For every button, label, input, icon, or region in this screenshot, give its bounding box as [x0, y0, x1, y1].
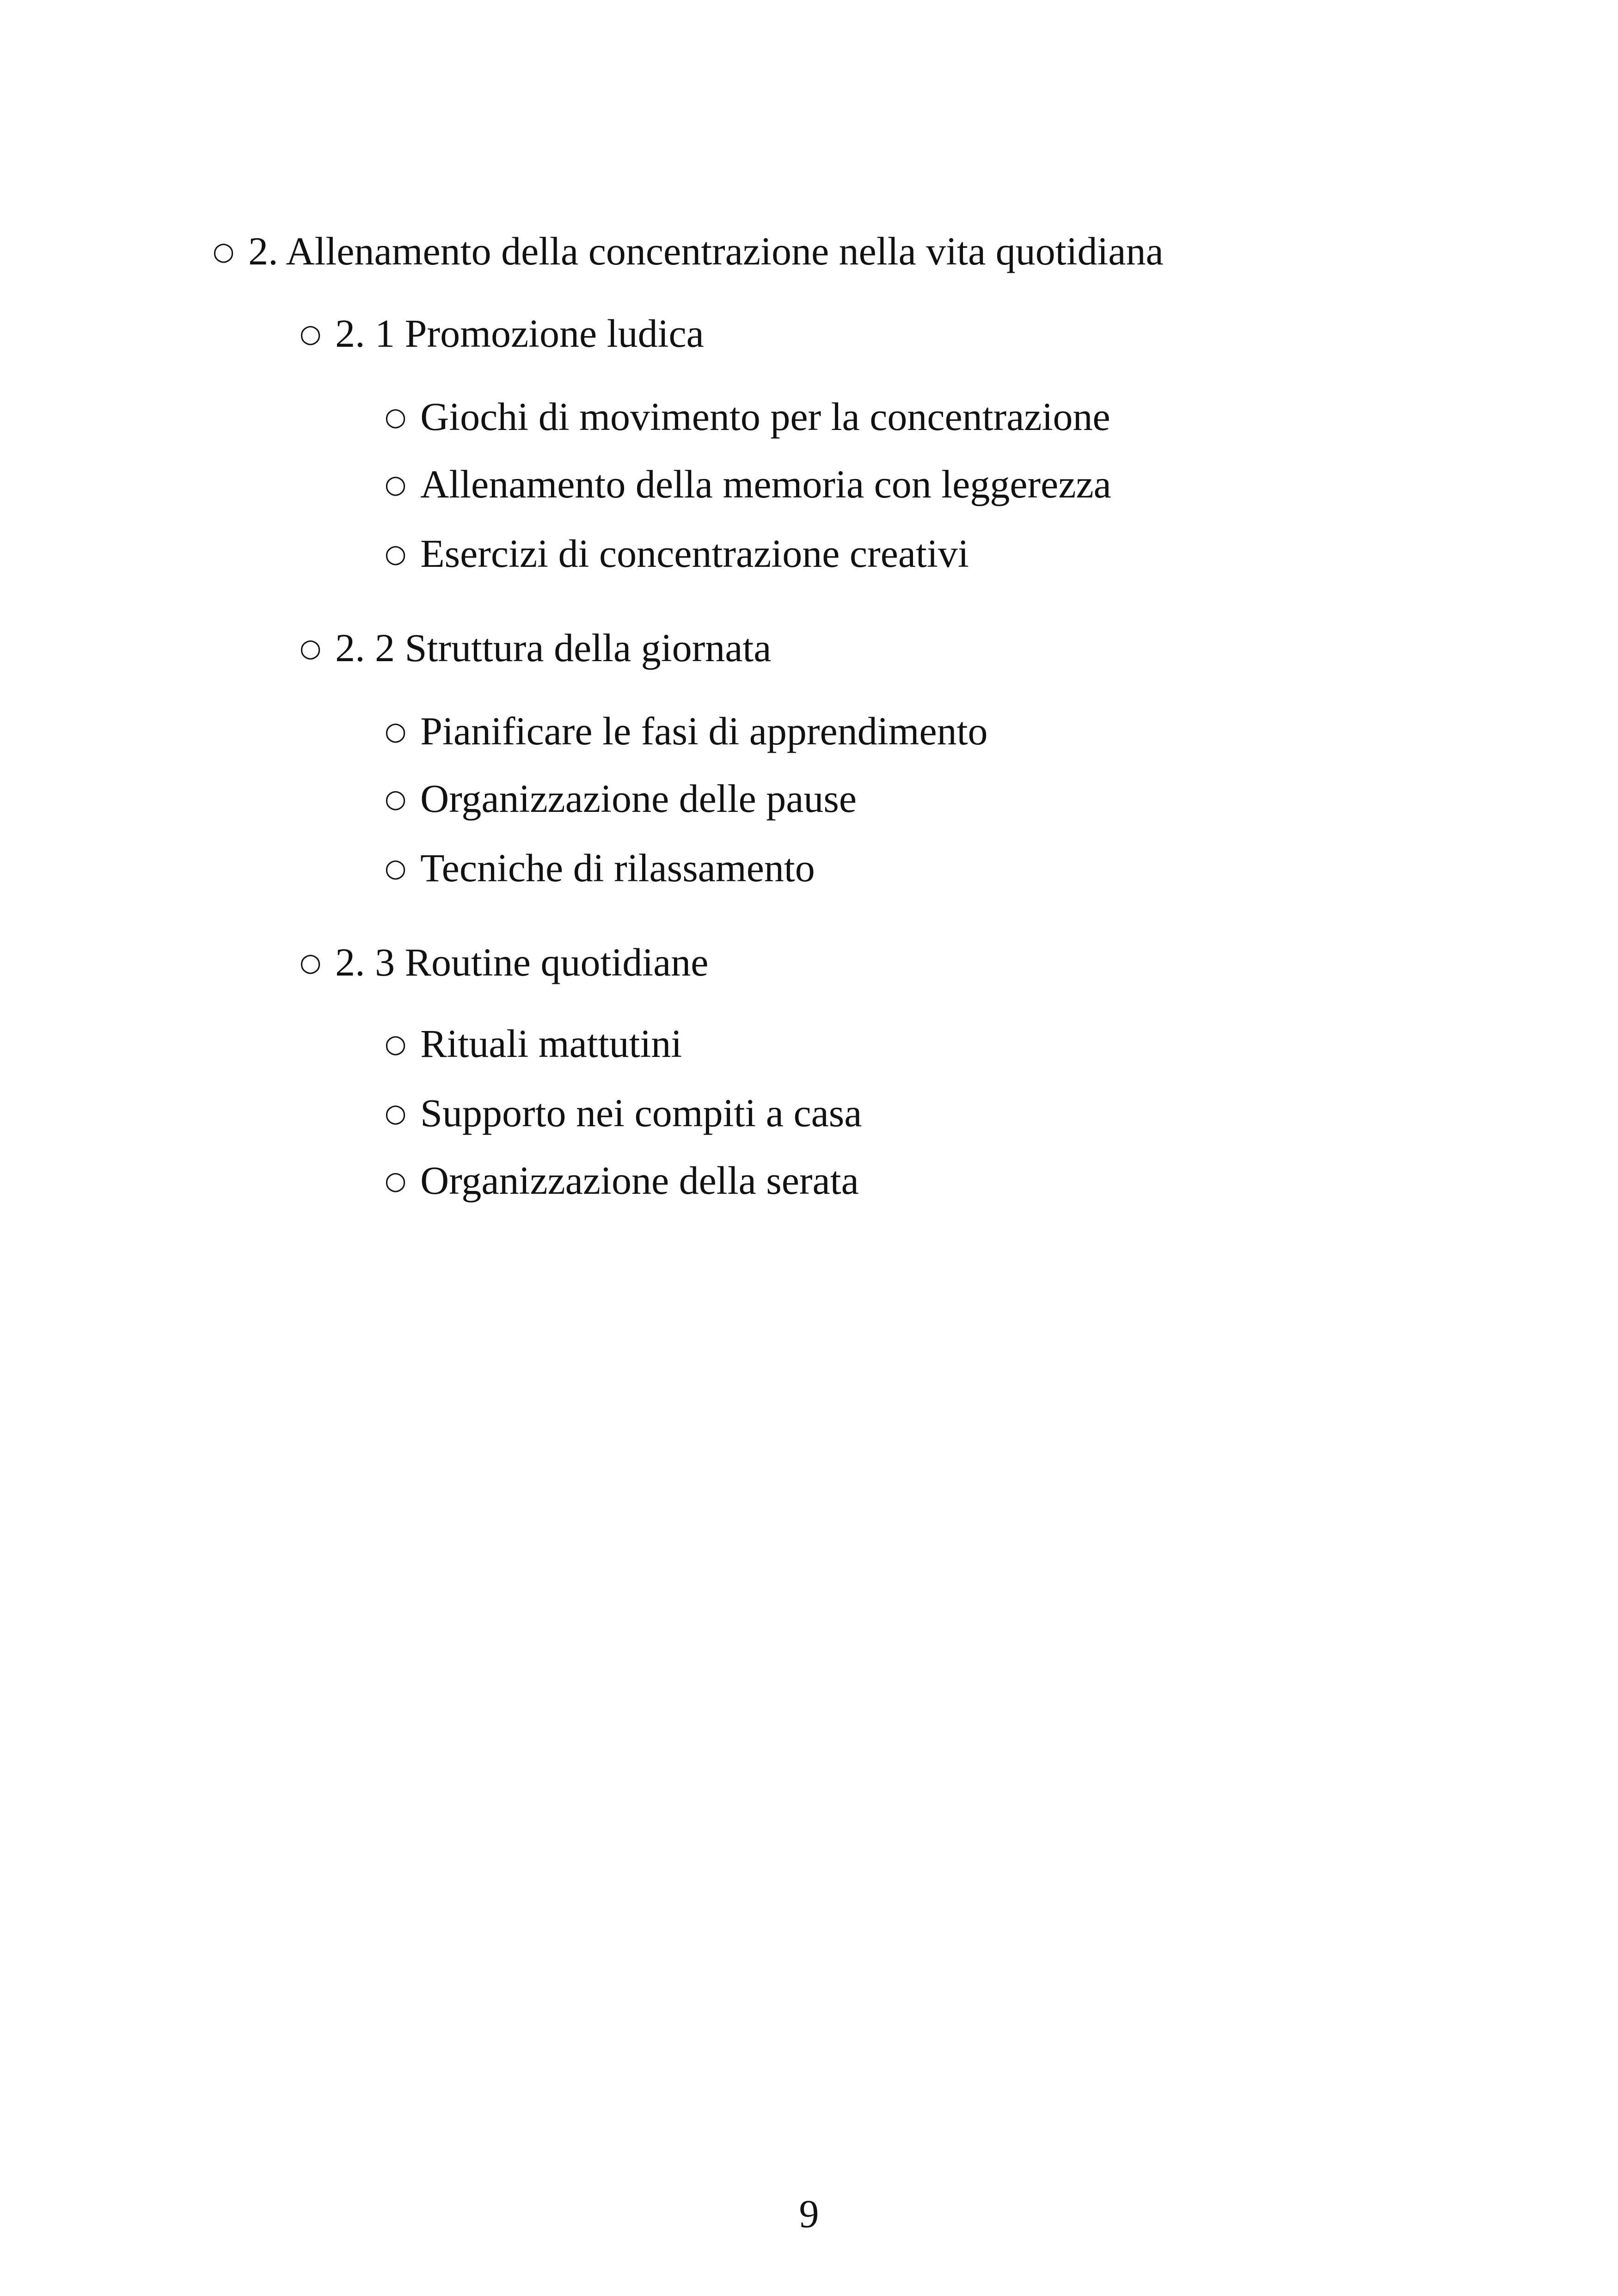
- list-item-label: Supporto nei compiti a casa: [420, 1091, 862, 1135]
- page-number: 9: [799, 2192, 819, 2236]
- bullet-icon: ○: [385, 853, 407, 883]
- bullet-icon: ○: [213, 237, 235, 266]
- list-item: [385, 531, 969, 576]
- bullet-icon: ○: [385, 1029, 407, 1058]
- bullet-icon: ○: [300, 948, 322, 977]
- list-item: [385, 848, 815, 888]
- list-item: [385, 464, 1111, 504]
- list-item: [385, 394, 1110, 439]
- list-item: [385, 711, 988, 751]
- subsection-label: 2. 2 Struttura della giornata: [335, 626, 772, 670]
- section-heading: [213, 231, 1164, 271]
- bullet-icon: ○: [300, 633, 322, 663]
- subsection-heading: [300, 942, 708, 982]
- list-item-label: Pianificare le fasi di apprendimento: [420, 709, 988, 753]
- bullet-icon: ○: [385, 717, 407, 746]
- subsection-label: 2. 1 Promozione ludica: [335, 311, 704, 356]
- list-item-label: Rituali mattutini: [420, 1021, 682, 1066]
- bullet-icon: ○: [385, 402, 407, 431]
- bullet-icon: ○: [385, 539, 407, 568]
- subsection-label: 2. 3 Routine quotidiane: [335, 940, 709, 984]
- list-item-label: Organizzazione delle pause: [420, 776, 857, 821]
- list-item: [385, 1021, 682, 1066]
- list-item: [385, 1093, 862, 1133]
- section-label: 2. Allenamento della concentrazione nella vita quotidiana: [248, 229, 1164, 273]
- list-item: [385, 1158, 859, 1203]
- bullet-icon: ○: [385, 1166, 407, 1195]
- subsection-heading: [300, 628, 771, 668]
- list-item-label: Giochi di movimento per la concentrazione: [420, 394, 1110, 439]
- bullet-icon: ○: [385, 784, 407, 813]
- list-item-label: Allenamento della memoria con leggerezza: [420, 462, 1111, 506]
- list-item-label: Tecniche di rilassamento: [420, 846, 815, 890]
- bullet-icon: ○: [385, 470, 407, 499]
- list-item-label: Organizzazione della serata: [420, 1158, 859, 1203]
- bullet-icon: ○: [385, 1099, 407, 1128]
- list-item-label: Esercizi di concentrazione creativi: [420, 531, 969, 576]
- subsection-heading: [300, 311, 704, 356]
- bullet-icon: ○: [300, 319, 322, 348]
- list-item: [385, 776, 857, 821]
